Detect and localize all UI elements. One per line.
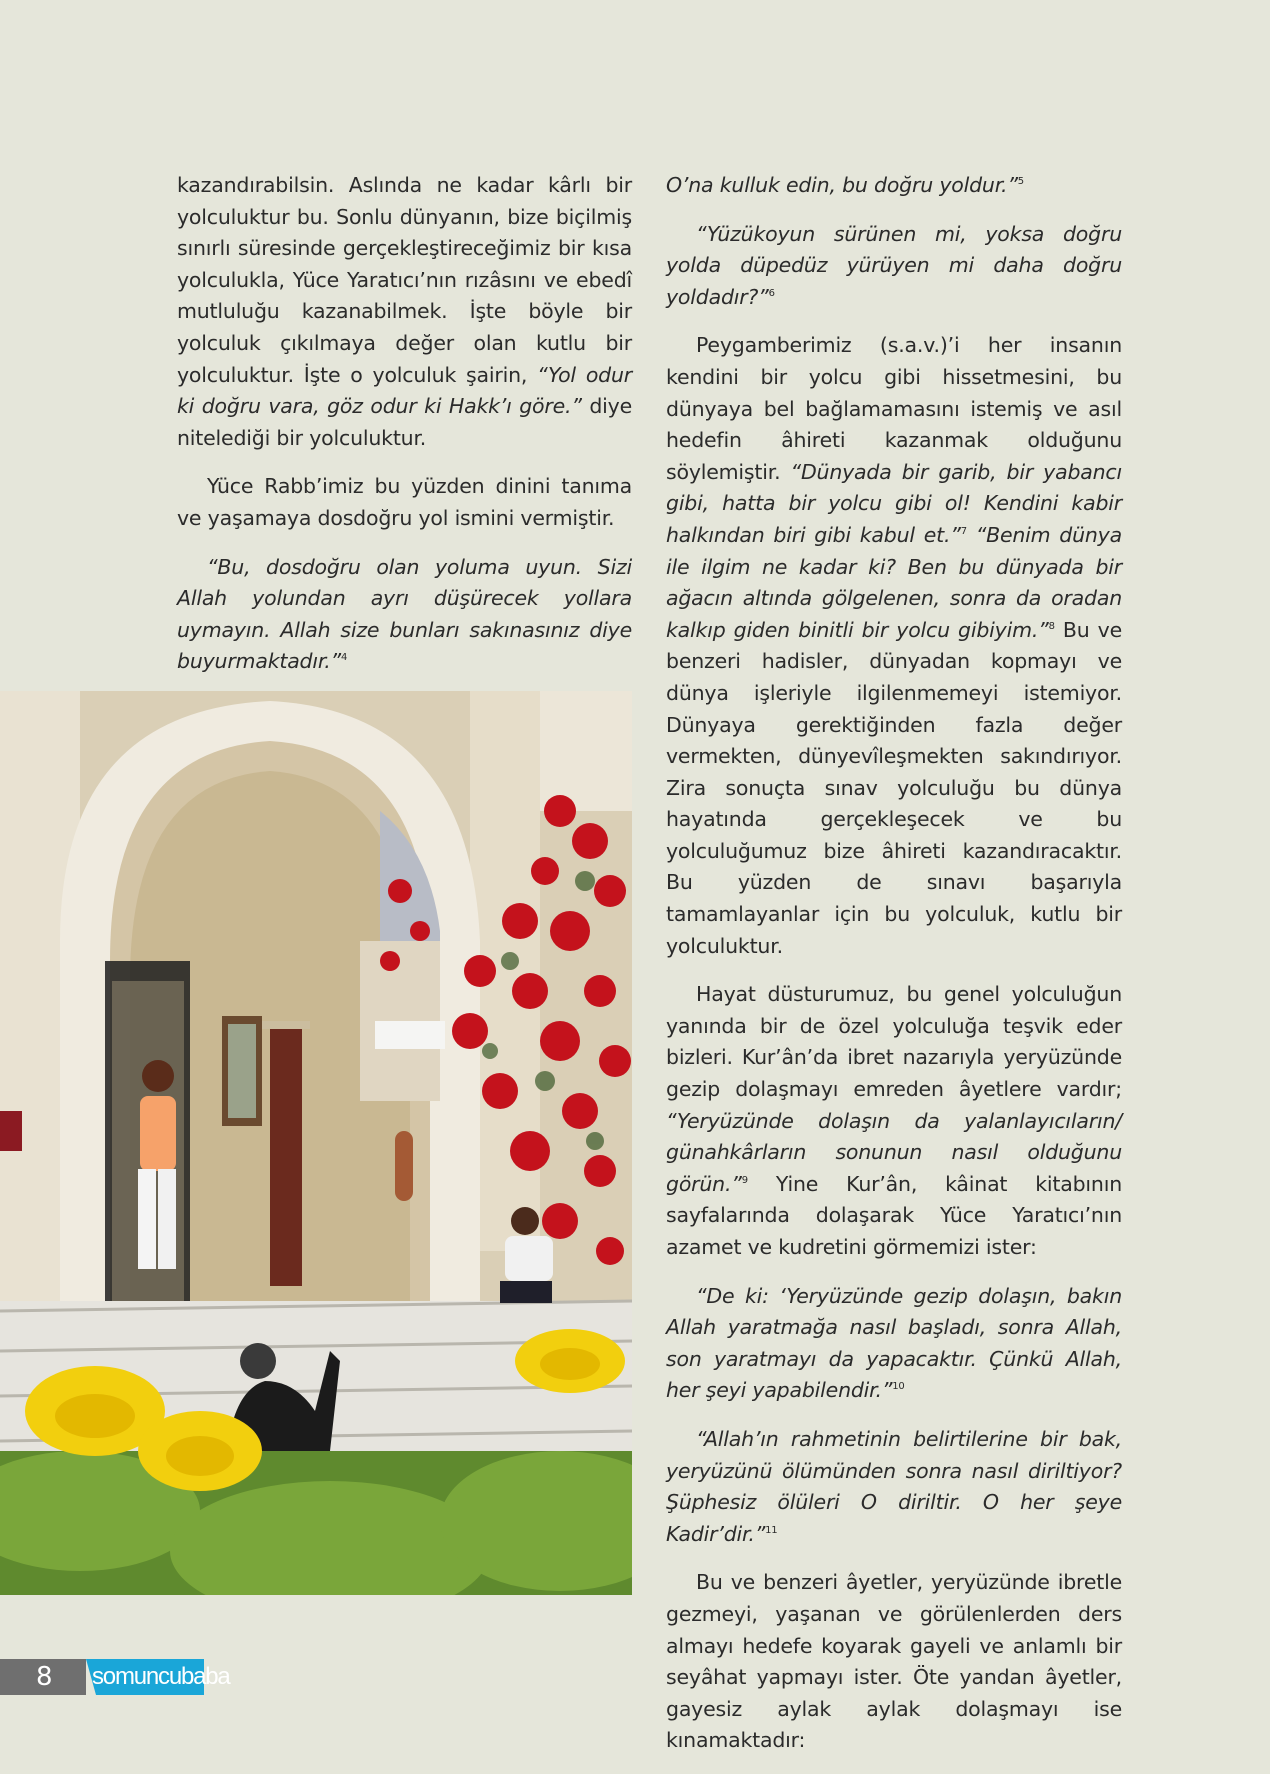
poet-quote: “Yol odur ki doğru vara, göz odur ki Hakk’ı göre.”: [177, 362, 632, 419]
paragraph-journey: kazandırabilsin. Aslında ne kadar kârlı bir yolculuktur bu. Sonlu dünyanın, bize biçilmiş sınırlı süresinde gerçekleştireceğimiz bir kısa yolculukla, Yüce Yaratıcı’nın rızâsını ve ebedî mutluluğu kazanabilmek. İşte böyle bir yolculuk çıkılmaya değer olan kutlu bir yolculuktur. İşte o yolculuk şairin, “Yol odur ki doğru vara, göz odur ki Hakk’ı göre.” diye nitelediği bir yolculuktur.: [177, 173, 632, 450]
paragraph-prophet: Peygamberimiz (s.a.v.)’i her insanın kendini bir yolcu gibi hissetmesini, bu dünyaya bel bağlamamasını istemiş ve asıl hedefin âhireti kazanmak olduğunu söylemiştir. “Dünyada bir garib, bir yabancı gibi, hatta bir yolcu gibi ol! Kendini kabir halkından biri gibi kabul et.”$^7$ “Benim dünya ile ilgim ne kadar ki? Ben bu dünyada bir ağacın altında gölgelenen, sonra da oradan kalkıp giden binitli bir yolcu gibiyim.”$^8$ Bu ve benzeri hadisler, dünyadan kopmayı ve dünya işleriyle ilgilenmemeyi istemiyor. Dünyaya gerektiğinden fazla değer vermekten, dünyevîleşmekten sakındırıyor. Zira sonuçta sınav yolculuğu bu dünya hayatında gerçekleşecek ve bu yolculuğumuz bize âhireti kazandıracaktır. Bu yüzden de sınavı başarıyla tamamlayanlar için bu yolculuk, kutlu bir yolculuktur.: [666, 333, 1123, 958]
verse-quote-11: “Allah’ın rahmetinin belirtilerine bir bak, yeryüzünü ölümünden sonra nasıl diriltiyor? Şüphesiz ölüleri O diriltir. O her şeye Kadir’dir.”$^{11}$: [666, 1426, 1122, 1546]
verse-quote-4: “Bu, dosdoğru olan yoluma uyun. Sizi Allah yolundan ayrı düşürecek yollara uymayın. Allah size bunları sakınasınız diye buyurmaktadır.”$^4$: [177, 554, 632, 674]
verse-quote-5-end: O’na kulluk edin, bu doğru yoldur.”$^5$: [666, 173, 1024, 197]
footnote-ref: 4: [340, 652, 348, 664]
paragraph-conclusion: Bu ve benzeri âyetler, yeryüzünde ibretle gezmeyi, yaşanan ve görülenlerden ders almayı hedefe koyarak gayeli ve anlamlı bir seyâhat yapmayı ister. Öte yandan âyetler, gayesiz aylak aylak dolaşmayı ise kınamaktadır:: [666, 1570, 1122, 1753]
paragraph-special-journey: Hayat düsturumuz, bu genel yolculuğun yanında bir de özel yolculuğa teşvik eder bizleri. Kur’ân’da ibret nazarıyla yeryüzünde gezip dolaşmayı emreden âyetlere vardır; “Yeryüzünde dolaşın da yalanlayıcıların/ günahkârların sonunun nasıl olduğunu görün.”$^9$ Yine Kur’ân, kâinat kitabının sayfalarında dolaşarak Yüce Yaratıcı’nın azamet ve kudretini görmemizi ister:: [666, 982, 1122, 1259]
verse-quote-6: “Yüzükoyun sürünen mi, yoksa doğru yolda düpedüz yürüyen mi daha doğru yoldadır?”$^6$: [666, 221, 1122, 309]
page-number: 8: [36, 1662, 53, 1692]
photo-illustration: [0, 691, 632, 1595]
magazine-brand: somuncubaba: [92, 1663, 230, 1690]
paragraph-straight-path: Yüce Rabb’imiz bu yüzden dinini tanıma ve yaşamaya dosdoğru yol ismini vermiştir.: [177, 474, 632, 530]
right-column: [666, 170, 1122, 1774]
left-column: [177, 170, 632, 775]
page-footer: [0, 1659, 230, 1695]
verse-quote-10: “De ki: ‘Yeryüzünde gezip dolaşın, bakın Allah yaratmağa nasıl başladı, sonra Allah, son yaratmayı da yapacaktır. Çünkü Allah, her şeyi yapabilendir.”$^{10}$: [666, 1283, 1122, 1403]
mosque-courtyard-photo: [0, 691, 632, 1595]
